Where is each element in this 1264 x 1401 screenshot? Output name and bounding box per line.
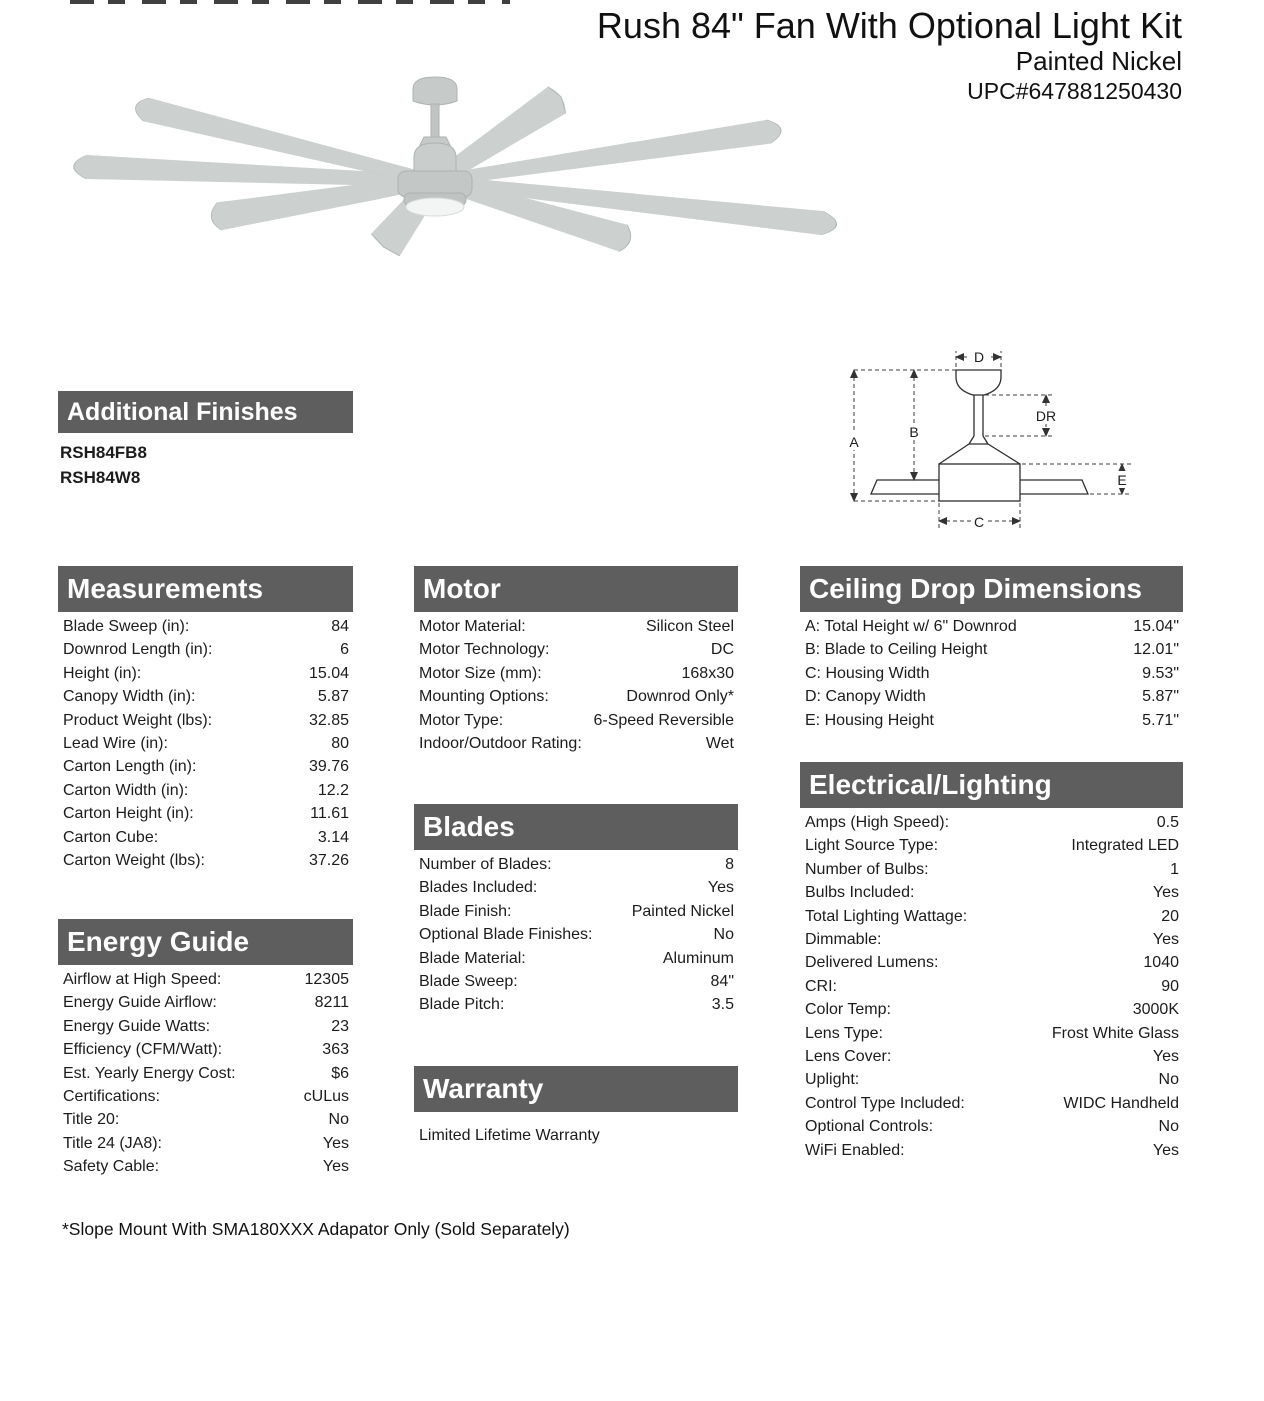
spec-row (800, 951, 1183, 974)
spec-label: WiFi Enabled: (805, 1141, 905, 1159)
spec-row (800, 881, 1183, 904)
spec-value: WIDC Handheld (1063, 1094, 1179, 1112)
spec-value: 23 (331, 1017, 349, 1035)
spec-value: 8211 (314, 994, 349, 1012)
spec-value: 363 (322, 1041, 349, 1059)
spec-row (58, 662, 353, 685)
spec-value: 84" (710, 973, 734, 991)
spec-label: D: Canopy Width (805, 688, 926, 706)
spec-label: Lens Type: (805, 1024, 883, 1042)
spec-label: Energy Guide Watts: (63, 1017, 211, 1035)
diagram-label-e: E (1117, 472, 1127, 488)
spec-value: 20 (1161, 907, 1179, 925)
spec-value: 32.85 (308, 711, 349, 729)
additional-finishes-section (58, 391, 353, 490)
spec-row (414, 853, 738, 876)
spec-label: Total Lighting Wattage: (805, 907, 968, 925)
spec-row (58, 826, 353, 849)
spec-row (58, 779, 353, 802)
spec-label: Airflow at High Speed: (63, 971, 222, 988)
spec-value: Silicon Steel (645, 618, 734, 635)
spec-label: Carton Height (in): (63, 805, 194, 823)
spec-label: Optional Blade Finishes: (419, 926, 593, 944)
finish-name: Painted Nickel (1015, 46, 1182, 76)
spec-label: Bulbs Included: (805, 884, 915, 902)
finish-sku: RSH84FB8 (60, 443, 147, 462)
spec-label: Blade Pitch: (419, 996, 505, 1014)
spec-row (58, 1132, 353, 1155)
spec-label: Motor Technology: (419, 641, 550, 659)
electrical-lighting-header: Electrical/Lighting (800, 762, 1183, 808)
spec-value: Yes (1152, 1141, 1179, 1159)
spec-value: 90 (1161, 977, 1179, 995)
spec-row (414, 993, 738, 1016)
spec-row (414, 947, 738, 970)
spec-row (58, 709, 353, 732)
spec-label: Carton Length (in): (63, 758, 197, 776)
spec-label: Est. Yearly Energy Cost: (63, 1064, 236, 1082)
spec-label: Certifications: (63, 1088, 160, 1106)
spec-value: Yes (1152, 931, 1179, 949)
spec-label: Safety Cable: (63, 1158, 160, 1176)
spec-row (58, 1108, 353, 1131)
ceiling-drop-header: Ceiling Drop Dimensions (800, 566, 1183, 612)
spec-row (414, 876, 738, 899)
spec-label: Mounting Options: (419, 688, 549, 706)
spec-label: Efficiency (CFM/Watt): (63, 1041, 223, 1059)
spec-value: No (1158, 1118, 1179, 1136)
spec-row (58, 1015, 353, 1038)
warranty-section (414, 1066, 738, 1147)
spec-value: 3.5 (711, 996, 734, 1014)
spec-label: Lens Cover: (805, 1048, 892, 1066)
spec-row (58, 1155, 353, 1178)
spec-label: Blade Material: (419, 949, 526, 967)
spec-label: Carton Weight (lbs): (63, 852, 205, 870)
spec-label: Dimmable: (805, 931, 882, 949)
spec-row (800, 615, 1183, 638)
cropped-text-fragments (70, 0, 510, 4)
spec-row (414, 923, 738, 946)
spec-label: Uplight: (805, 1071, 860, 1089)
spec-value: Downrod Only* (626, 688, 734, 706)
spec-label: Motor Material: (419, 618, 526, 635)
spec-value: 1 (1170, 860, 1179, 878)
spec-value: Yes (1152, 884, 1179, 902)
upc-code: UPC#647881250430 (967, 78, 1182, 104)
spec-value: 12.01" (1133, 641, 1179, 659)
spec-row (414, 970, 738, 993)
spec-row (800, 1068, 1183, 1091)
spec-value: 15.04 (308, 664, 349, 682)
spec-row (58, 685, 353, 708)
spec-value: 8 (725, 856, 734, 873)
spec-label: Title 20: (63, 1111, 120, 1129)
spec-label: Optional Controls: (805, 1118, 934, 1136)
spec-label: Motor Size (mm): (419, 664, 542, 682)
spec-row (800, 834, 1183, 857)
spec-value: 80 (331, 735, 349, 753)
spec-label: Indoor/Outdoor Rating: (419, 735, 582, 753)
spec-value: DC (710, 641, 734, 659)
diagram-label-c: C (973, 514, 985, 530)
spec-row (800, 709, 1183, 732)
spec-value: No (328, 1111, 349, 1129)
spec-label: Lead Wire (in): (63, 735, 168, 753)
blades-section (414, 804, 738, 1017)
spec-value: Wet (705, 735, 734, 753)
spec-row (58, 849, 353, 872)
spec-label: Canopy Width (in): (63, 688, 196, 706)
spec-value: 5.87" (1142, 688, 1179, 706)
spec-value: Painted Nickel (631, 902, 734, 920)
spec-value: 12305 (304, 971, 349, 988)
spec-row (414, 615, 738, 638)
spec-value: No (1158, 1071, 1179, 1089)
warranty-header: Warranty (414, 1066, 738, 1112)
spec-row (800, 928, 1183, 951)
spec-value: 11.61 (310, 805, 349, 823)
electrical-lighting-section (800, 762, 1183, 1162)
spec-row (800, 1022, 1183, 1045)
spec-label: Carton Width (in): (63, 781, 189, 799)
spec-value: Yes (322, 1134, 349, 1152)
spec-row (800, 998, 1183, 1021)
spec-label: Blade Sweep (in): (63, 618, 190, 635)
blades-header: Blades (414, 804, 738, 850)
measurements-header: Measurements (58, 566, 353, 612)
spec-label: Number of Blades: (419, 856, 552, 873)
spec-value: 0.5 (1156, 814, 1179, 831)
spec-value: $6 (331, 1064, 349, 1082)
spec-label: Color Temp: (805, 1001, 891, 1019)
slope-mount-footnote: *Slope Mount With SMA180XXX Adapator Only (Sold Separately) (62, 1219, 570, 1239)
spec-label: A: Total Height w/ 6" Downrod (805, 618, 1017, 635)
spec-label: Downrod Length (in): (63, 641, 213, 659)
spec-label: Number of Bulbs: (805, 860, 929, 878)
spec-row (414, 900, 738, 923)
spec-label: Product Weight (lbs): (63, 711, 213, 729)
spec-row (800, 1139, 1183, 1162)
spec-row (58, 968, 353, 991)
motor-header: Motor (414, 566, 738, 612)
spec-value: 5.71" (1142, 711, 1179, 729)
spec-value: No (713, 926, 734, 944)
spec-label: Title 24 (JA8): (63, 1134, 162, 1152)
spec-row (800, 1045, 1183, 1068)
spec-label: Blade Sweep: (419, 973, 518, 991)
ceiling-drop-diagram (833, 343, 1170, 550)
spec-value: Frost White Glass (1051, 1024, 1179, 1042)
spec-row (800, 1115, 1183, 1138)
page-title: Rush 84" Fan With Optional Light Kit (596, 5, 1182, 46)
energy-guide-section (58, 919, 353, 1179)
spec-row (800, 638, 1183, 661)
spec-value: Yes (1152, 1048, 1179, 1066)
spec-value: 3.14 (317, 828, 349, 846)
spec-value: Aluminum (662, 949, 734, 967)
spec-value: 6-Speed Reversible (593, 711, 734, 729)
spec-label: E: Housing Height (805, 711, 934, 729)
ceiling-drop-section (800, 566, 1183, 732)
spec-label: Light Source Type: (805, 837, 939, 855)
spec-label: Delivered Lumens: (805, 954, 939, 972)
additional-finishes-header: Additional Finishes (58, 391, 353, 433)
spec-row (800, 858, 1183, 881)
spec-label: Carton Cube: (63, 828, 159, 846)
diagram-label-b: B (909, 424, 919, 440)
spec-value: 15.04" (1133, 618, 1179, 635)
spec-row (58, 615, 353, 638)
spec-label: CRI: (805, 977, 837, 995)
spec-value: 12.2 (317, 781, 349, 799)
spec-row (800, 811, 1183, 834)
spec-label: Blades Included: (419, 879, 538, 897)
spec-value: 39.76 (308, 758, 349, 776)
spec-row (414, 638, 738, 661)
spec-value: 9.53" (1142, 664, 1179, 682)
measurements-section (58, 566, 353, 872)
spec-value: 168x30 (681, 664, 734, 682)
spec-value: 84 (331, 618, 349, 635)
spec-row (414, 662, 738, 685)
spec-row (58, 802, 353, 825)
spec-label: Control Type Included: (805, 1094, 965, 1112)
spec-label: C: Housing Width (805, 664, 930, 682)
motor-section (414, 566, 738, 755)
finish-sku: RSH84W8 (60, 468, 141, 487)
spec-row (800, 975, 1183, 998)
spec-label: Height (in): (63, 664, 142, 682)
spec-row (58, 1085, 353, 1108)
spec-row (800, 662, 1183, 685)
fan-product-image (58, 63, 850, 301)
spec-row (800, 905, 1183, 928)
spec-value: 37.26 (308, 852, 349, 870)
spec-label: Motor Type: (419, 711, 504, 729)
spec-row (414, 732, 738, 755)
spec-row (58, 1062, 353, 1085)
spec-row (58, 638, 353, 661)
spec-value: 1040 (1143, 954, 1179, 972)
spec-value: Yes (707, 879, 734, 897)
spec-label: B: Blade to Ceiling Height (805, 641, 988, 659)
spec-row (58, 732, 353, 755)
spec-label: Amps (High Speed): (805, 814, 950, 831)
spec-value: 3000K (1132, 1001, 1179, 1019)
spec-label: Energy Guide Airflow: (63, 994, 217, 1012)
spec-value: 6 (340, 641, 349, 659)
diagram-label-d: D (973, 349, 985, 365)
spec-value: Yes (322, 1158, 349, 1176)
diagram-label-dr: DR (1035, 408, 1057, 424)
spec-row (58, 755, 353, 778)
spec-row (58, 991, 353, 1014)
spec-value: cULus (303, 1088, 349, 1106)
spec-value: Integrated LED (1071, 837, 1179, 855)
spec-label: Blade Finish: (419, 902, 512, 920)
spec-value: 5.87 (317, 688, 349, 706)
spec-row (414, 709, 738, 732)
energy-guide-header: Energy Guide (58, 919, 353, 965)
diagram-label-a: A (849, 434, 859, 450)
spec-row (800, 1092, 1183, 1115)
warranty-text: Limited Lifetime Warranty (419, 1127, 600, 1144)
spec-row (800, 685, 1183, 708)
spec-row (58, 1038, 353, 1061)
spec-row (414, 685, 738, 708)
